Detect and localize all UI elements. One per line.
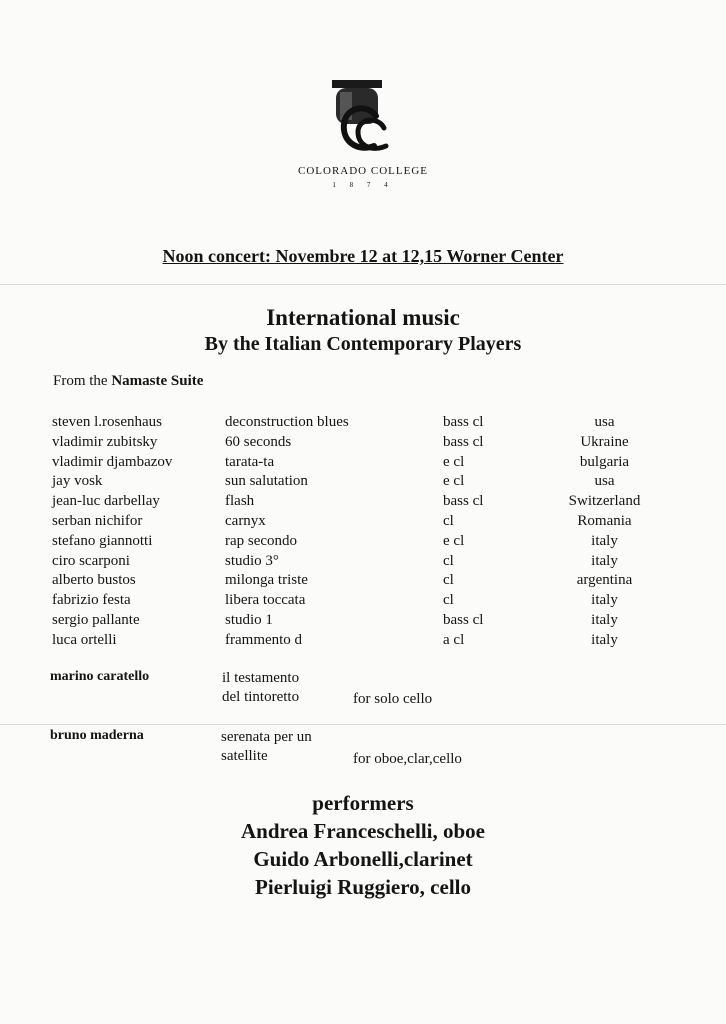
program-piece: rap secondo: [225, 532, 298, 549]
program-country: bulgaria: [579, 453, 630, 470]
program-row: [0, 572, 726, 592]
program-list: [0, 414, 726, 652]
program-row: [0, 454, 726, 474]
program-piece: tarata-ta: [225, 453, 275, 470]
program-country: Switzerland: [568, 493, 641, 510]
program-country: italy: [591, 552, 618, 569]
program-row: [0, 533, 726, 553]
colorado-college-seal-logo: [318, 76, 398, 161]
concert-date-line: Noon concert: Novembre 12 at 12,15 Worner Center: [162, 246, 564, 266]
program-composer: steven l.rosenhaus: [52, 414, 162, 430]
program-piece: milonga triste: [225, 572, 308, 589]
program-instrument: bass cl: [443, 493, 484, 510]
performer-name: Pierluigi Ruggiero, cello: [255, 875, 471, 899]
program-instrument: cl: [443, 512, 454, 529]
program-piece: studio 3°: [225, 552, 279, 569]
suite-heading: [53, 373, 203, 390]
program-composer: stefano giannotti: [52, 532, 153, 549]
program-composer: luca ortelli: [52, 631, 117, 648]
suite-name: Namaste Suite: [111, 373, 204, 389]
program-country: argentina: [576, 572, 633, 589]
suite-prefix: From the: [53, 373, 108, 389]
program-composer: alberto bustos: [52, 572, 136, 589]
program-instrument: bass cl: [443, 433, 484, 450]
extra-scoring: for solo cello: [353, 691, 433, 707]
program-country: Romania: [577, 512, 632, 529]
program-piece: deconstruction blues: [225, 414, 349, 430]
program-country: italy: [591, 631, 618, 648]
performers-heading: performers: [312, 791, 414, 815]
program-piece: 60 seconds: [225, 433, 292, 450]
college-name: COLORADO COLLEGE: [298, 165, 428, 177]
program-instrument: bass cl: [443, 414, 484, 430]
program-composer: vladimir djambazov: [52, 453, 173, 470]
extra-scoring: for oboe,clar,cello: [353, 751, 462, 767]
program-composer: ciro scarponi: [52, 552, 130, 569]
program-instrument: bass cl: [443, 611, 484, 628]
program-row: [0, 553, 726, 573]
program-instrument: e cl: [443, 473, 465, 490]
program-piece: carnyx: [225, 512, 266, 529]
program-title: International music: [266, 305, 460, 330]
extra-piece-line: del tintoretto: [222, 689, 300, 705]
program-row: [0, 612, 726, 632]
program-country: Ukraine: [580, 433, 629, 450]
program-piece: libera toccata: [225, 592, 306, 609]
performer-name: Andrea Franceschelli, oboe: [240, 819, 485, 843]
program-row: [0, 473, 726, 493]
extra-piece-line: il testamento: [222, 670, 300, 686]
extra-piece-line: serenata per un: [221, 729, 312, 745]
program-composer: serban nichifor: [52, 512, 143, 529]
program-country: usa: [594, 473, 615, 490]
program-country: italy: [591, 532, 618, 549]
performer-name: Guido Arbonelli,clarinet: [253, 847, 473, 871]
program-row: [0, 592, 726, 612]
program-piece: flash: [225, 493, 255, 510]
program-row: [0, 513, 726, 533]
program-country: italy: [591, 592, 618, 609]
program-subtitle: By the Italian Contemporary Players: [204, 333, 522, 355]
program-instrument: e cl: [443, 532, 465, 549]
program-composer: fabrizio festa: [52, 592, 131, 609]
program-instrument: e cl: [443, 453, 465, 470]
program-composer: jean-luc darbellay: [52, 493, 160, 510]
program-piece: sun salutation: [225, 473, 308, 490]
program-row: [0, 493, 726, 513]
program-row: [0, 414, 726, 434]
program-country: italy: [591, 611, 618, 628]
paper-fold-line: [0, 284, 726, 285]
program-row: [0, 632, 726, 652]
program-piece: studio 1: [225, 611, 273, 628]
extra-piece-line: satellite: [221, 748, 268, 764]
program-instrument: cl: [443, 592, 454, 609]
program-composer: vladimir zubitsky: [52, 433, 158, 450]
college-founding-year: 1 8 7 4: [332, 181, 394, 189]
extra-composer: bruno maderna: [50, 728, 144, 743]
program-row: [0, 434, 726, 454]
paper-fold-line: [0, 724, 726, 725]
program-composer: sergio pallante: [52, 611, 140, 628]
program-piece: frammento d: [225, 631, 303, 648]
program-composer: jay vosk: [52, 473, 103, 490]
program-instrument: cl: [443, 552, 454, 569]
program-instrument: cl: [443, 572, 454, 589]
program-country: usa: [594, 414, 615, 430]
program-instrument: a cl: [443, 631, 465, 648]
extra-composer: marino caratello: [50, 669, 150, 684]
